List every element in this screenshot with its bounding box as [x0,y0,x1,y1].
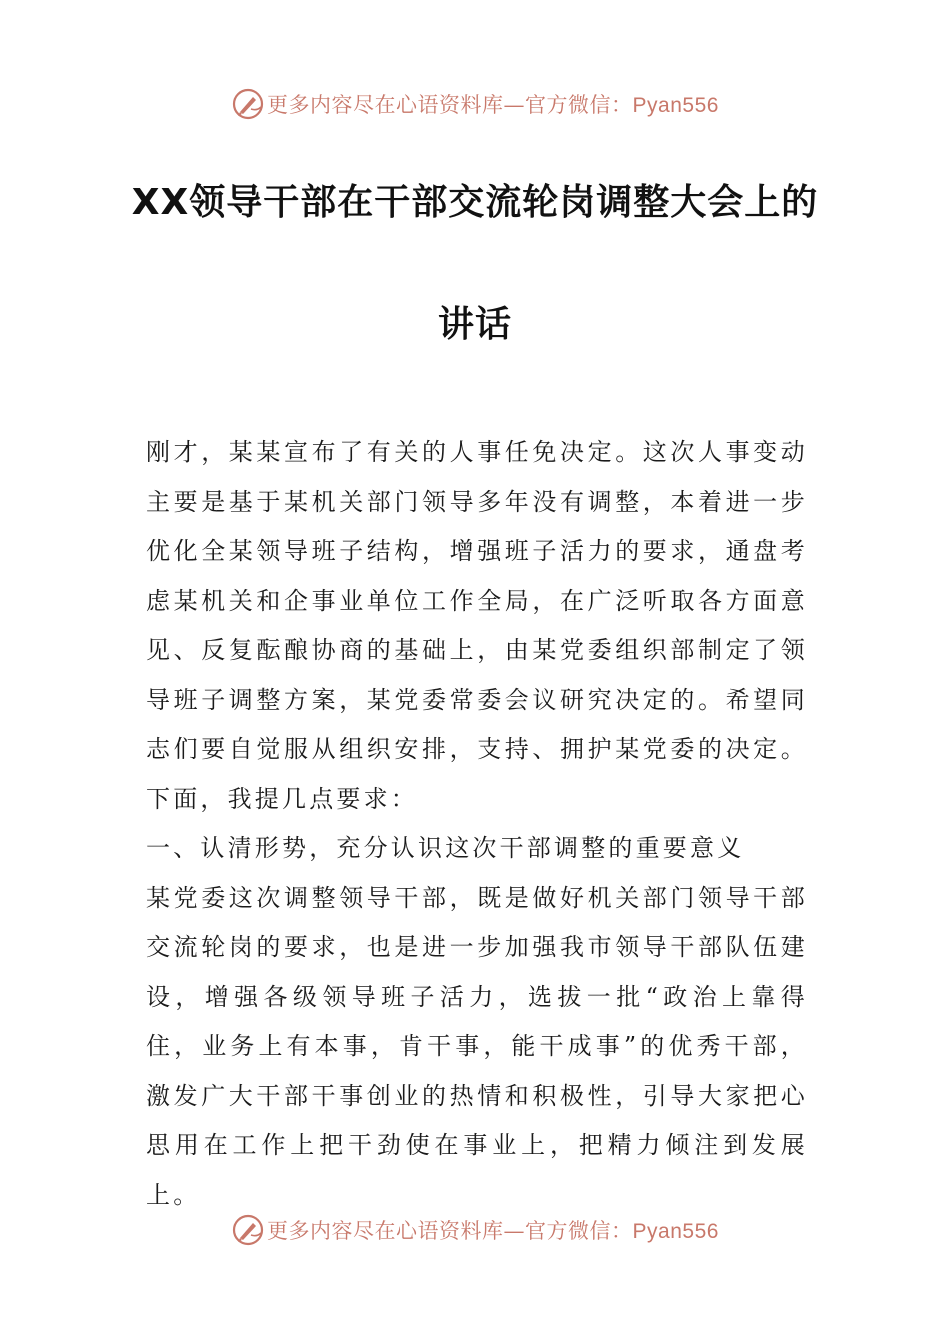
footer-banner-text [267,1215,719,1245]
pen-logo-icon [231,1213,265,1247]
body-paragraph-2: 某党委这次调整领导干部，既是做好机关部门领导干部交流轮岗的要求，也是进一步加强我市领导干部队伍建设，增强各级领导班子活力，选拔一批“政治上靠得住，业务上有本事，肯干事，能干成事”的优秀干部，激发广大干部干事创业的热情和积极性，引导大家把心思用在工作上把干劲使在事业上，把精力倾注到发展上。 [146,883,808,1209]
section-heading-1: 一、认清形势，充分认识这次干部调整的重要意义 [146,834,745,862]
header-banner-label: 更多内容尽在心语资料库—官方微信： [267,93,633,117]
document-title-line2: 讲话 [437,304,512,345]
document-title-line1: XX领导干部在干部交流轮岗调整大会上的 [131,182,819,223]
header-wechat-id: Pyan556 [632,94,719,117]
header-banner-text [267,89,719,119]
footer-banner [0,1210,950,1250]
header-banner [0,84,950,124]
pen-logo-icon [231,87,265,121]
footer-wechat-id: Pyan556 [632,1220,719,1243]
footer-banner-label: 更多内容尽在心语资料库—官方微信： [267,1219,633,1243]
body-paragraph-1: 刚才，某某宣布了有关的人事任免决定。这次人事变动主要是基于某机关部门领导多年没有调整，本着进一步优化全某领导班子结构，增强班子活力的要求，通盘考虑某机关和企事业单位工作全局，在广泛听取各方面意见、反复酝酿协商的基础上，由某党委组织部制定了领导班子调整方案，某党委常委会议研究决定的。希望同志们要自觉服从组织安排，支持、拥护某党委的决定。下面，我提几点要求： [146,438,808,813]
document-body [146,428,808,1220]
